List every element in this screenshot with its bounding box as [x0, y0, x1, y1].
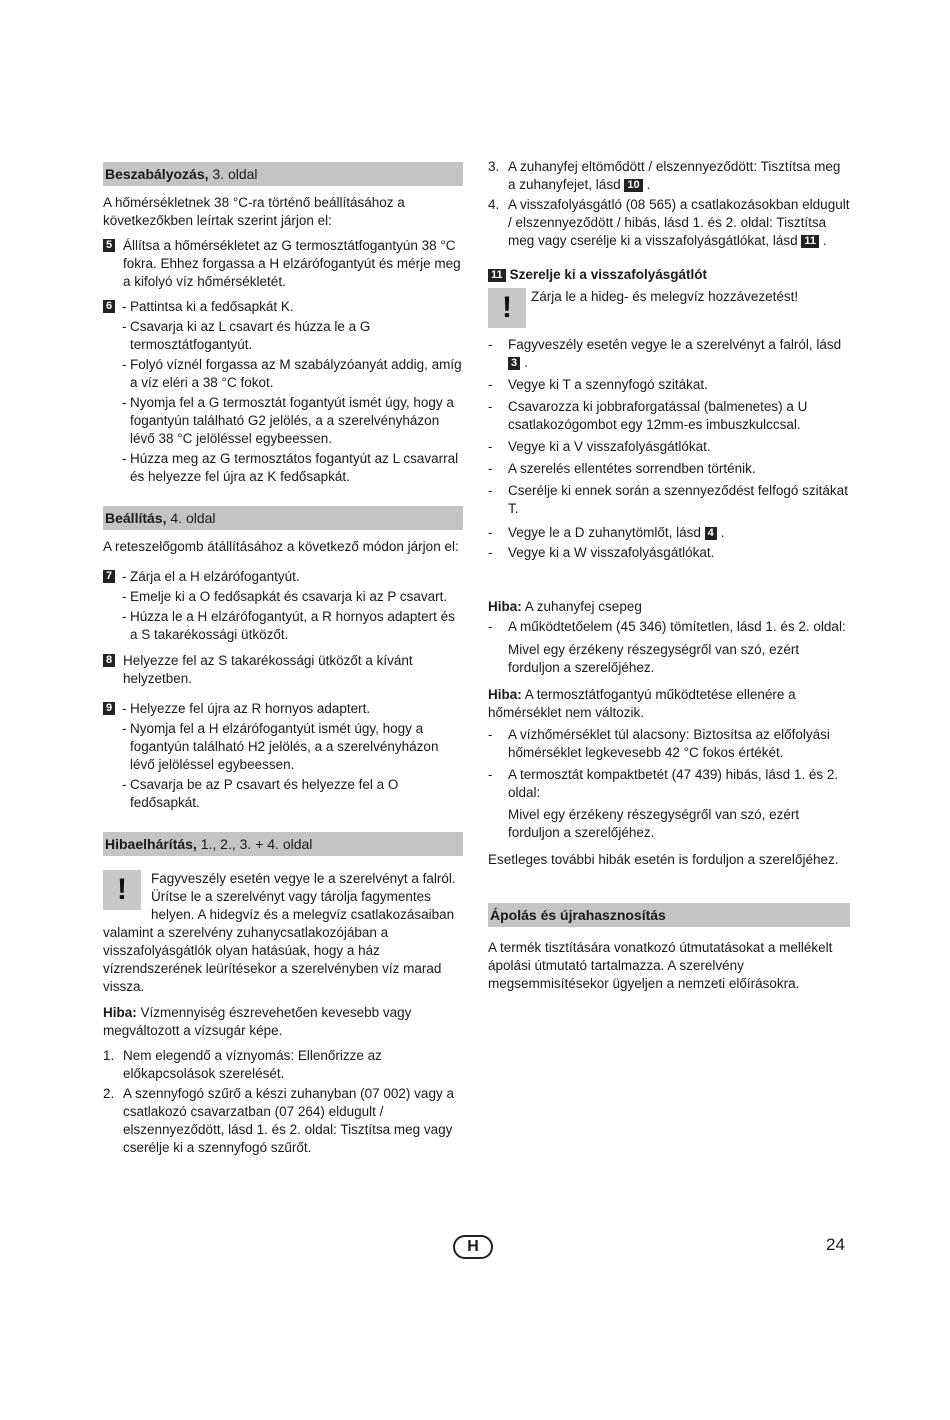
page-number: 24 [826, 1235, 845, 1254]
list-item: - Zárja el a H elzárófogantyút. [103, 568, 463, 586]
note-paragraph: Mivel egy érzékeny részegységről van szó, ezért forduljon a szerelőjéhez. [508, 807, 800, 840]
warning-block [488, 288, 850, 328]
step-number: 5 [103, 239, 115, 252]
list-item: - Csavarja be az P csavart és helyezze fel a O fedősapkát. [103, 776, 463, 812]
figure-ref: 4 [705, 527, 717, 540]
figure-ref: 3 [508, 357, 520, 370]
list-item: - Fagyveszély esetén vegye le a szerelvényt a falról, lásd 3 . [488, 336, 850, 372]
step-text: Helyezze fel az S takarékossági ütközőt a kívánt helyzetben. [123, 653, 413, 686]
list-item: - A termosztát kompaktbetét (47 439) hibás, lásd 1. és 2. oldal: [488, 766, 850, 802]
hiba-paragraph: Hiba: A termosztátfogantyú működtetése ellenére a hőmérséklet nem változik. [488, 687, 796, 720]
list-item: 2. A szennyfogó szűrő a készi zuhanyban (07 002) vagy a csatlakozó csavarzatban (07 264) eldugult / elszennyeződött, lásd 1. és 2. oldal: Tisztítsa meg vagy cserélje ki a szennyfogó szűrőt. [103, 1086, 454, 1155]
step-8 [103, 652, 463, 688]
list-item: - Nyomja fel a G termosztát fogantyút ismét úgy, hogy a fogantyún található G2 jelölés, a a szerelvényházon lévő 38 °C jelöléssel egybeessen. [103, 394, 463, 448]
list-item: - Vegye ki a V visszafolyásgátlókat. [488, 438, 850, 456]
step-number: 6 [103, 300, 115, 313]
numbered-list [103, 1047, 463, 1157]
step-11-title: 11 Szerelje ki a visszafolyásgátlót [488, 266, 850, 284]
list-item: - A működtetőelem (45 346) tömítetlen, lásd 1. és 2. oldal: [488, 618, 850, 636]
step-number: 9 [103, 702, 115, 715]
list-item: - Pattintsa ki a fedősapkát K. [103, 298, 463, 316]
section-header-hibaelharitas: Hibaelhárítás, 1., 2., 3. + 4. oldal [103, 832, 463, 856]
right-column [488, 158, 850, 993]
care-paragraph: A termék tisztítására vonatkozó útmutatásokat a mellékelt ápolási útmutató tartalmazza. A szerelvény megsemmisítésekor ügyeljen a nemzeti előírásokra. [488, 940, 833, 991]
list-item: - A vízhőmérséklet túl alacsony: Biztosítsa az előfolyási hőmérséklet legkevesebb 42 °C fokos értékét. [488, 726, 850, 762]
list-item: - Cserélje ki ennek során a szennyeződést felfogó szitákat T. [488, 482, 850, 518]
list-item: 4. A visszafolyásgátló (08 565) a csatlakozásokban eldugult / elszennyeződött / hibás, lásd 1. és 2. oldal: Tisztítsa meg vagy cserélje ki a visszafolyásgátlókat, lásd 11 . [488, 197, 850, 248]
figure-ref: 10 [624, 179, 642, 192]
left-column [103, 162, 463, 1159]
section-header-apolas: Ápolás és újrahasznosítás [488, 903, 850, 927]
intro-paragraph: A reteszelőgomb átállításához a következő módon járjon el: [103, 539, 459, 554]
dash-list [488, 336, 850, 518]
step-number: 7 [103, 570, 115, 583]
dash-list [488, 524, 850, 562]
intro-paragraph: A hőmérsékletnek 38 °C-ra történő beállításához a következőkben leírtak szerint járjon el: [103, 195, 405, 228]
list-item: - Csavarja ki az L csavart és húzza le a G termosztátfogantyút. [103, 318, 463, 354]
hiba-paragraph: Hiba: A zuhanyfej csepeg [488, 599, 642, 614]
language-badge: H [453, 1235, 493, 1259]
list-item: - Csavarozza ki jobbraforgatással (balmenetes) a U csatlakozógombot egy 12mm-es imbuszkulccsal. [488, 398, 850, 434]
closing-paragraph: Esetleges további hibák esetén is forduljon a szerelőjéhez. [488, 852, 839, 867]
list-item: - Vegye le a D zuhanytömlőt, lásd 4 . [488, 524, 850, 542]
step-text: Állítsa a hőmérsékletet az G termosztátfogantyún 38 °C fokra. Ehhez forgassa a H elzárófogantyút és mérje meg a kifolyó víz hőmérsékletét. [123, 238, 461, 289]
warning-icon: ! [103, 870, 141, 910]
list-item: - Vegye ki T a szennyfogó szitákat. [488, 376, 850, 394]
step-5 [103, 237, 463, 291]
warning-text: Fagyveszély esetén vegye le a szerelvényt a falról. Ürítse le a szerelvényt vagy tárolja fagymentes helyen. A hidegvíz és a melegvíz csatlakozásaiban valamint a szerelvény zuhanycsatlakozójában a visszafolyásgátlók olyan hatásúak, hogy a ház vízrendszerének leürítésekor a szerelvényben víz marad vissza. [103, 871, 456, 994]
hiba-paragraph: Hiba: Vízmennyiség észrevehetően kevesebb vagy megváltozott a vízsugár képe. [103, 1005, 412, 1038]
list-item: 1. Nem elegendő a víznyomás: Ellenőrizze az előkapcsolások szerelését. [103, 1048, 382, 1081]
numbered-list [488, 158, 850, 250]
warning-block [103, 870, 463, 996]
list-item: - Vegye ki a W visszafolyásgátlókat. [488, 544, 850, 562]
step-6 [103, 298, 463, 486]
list-item: - Nyomja fel a H elzárófogantyút ismét úgy, hogy a fogantyún található H2 jelölés, a a szerelvényházon lévő jelöléssel egybeessen. [103, 720, 463, 774]
list-item: 3. A zuhanyfej eltömődött / elszennyeződött: Tisztítsa meg a zuhanyfejet, lásd 10 . [488, 159, 841, 192]
warning-text: Zárja le a hideg- és melegvíz hozzávezetést! [531, 289, 799, 304]
step-number: 8 [103, 654, 115, 667]
note-paragraph: Mivel egy érzékeny részegységről van szó, ezért forduljon a szerelőjéhez. [508, 642, 800, 675]
warning-icon: ! [488, 288, 526, 328]
list-item: - Húzza le a H elzárófogantyút, a R hornyos adaptert és a S takarékossági ütközőt. [103, 608, 463, 644]
step-7 [103, 568, 463, 644]
list-item: - Húzza meg az G termosztátos fogantyút az L csavarral és helyezze fel újra az K fedősapkát. [103, 450, 463, 486]
step-9 [103, 700, 463, 812]
list-item: - Folyó víznél forgassa az M szabályzóanyát addig, amíg a víz eléri a 38 °C fokot. [103, 356, 463, 392]
list-item: - Emelje ki a O fedősapkát és csavarja ki az P csavart. [103, 588, 463, 606]
section-header-beszabalyozas: Beszabályozás, 3. oldal [103, 162, 463, 186]
section-header-beallitas: Beállítás, 4. oldal [103, 506, 463, 530]
figure-ref: 11 [801, 235, 819, 248]
list-item: - Helyezze fel újra az R hornyos adaptert. [103, 700, 463, 718]
list-item: - A szerelés ellentétes sorrendben történik. [488, 460, 850, 478]
